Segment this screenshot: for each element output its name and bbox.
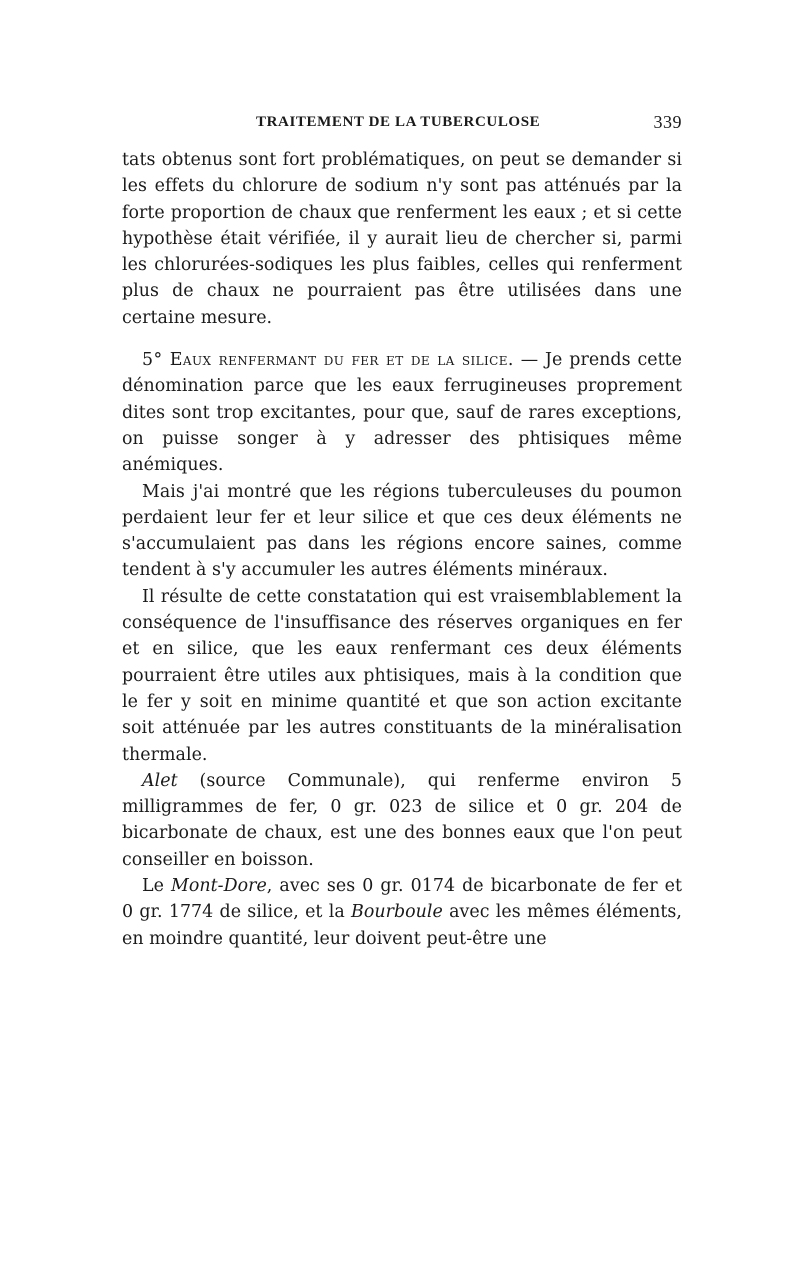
paragraph-continuation: tats obtenus sont fort problématiques, on peut se demander si les effets du chlorure de sodium n'y sont pas atténués par la forte proportion de chaux que renferment les eaux ; et si cette hypothèse était vérifiée, il y aurait lieu de chercher si, parmi les chlorurées-sodiques les plus faibles, celles qui renferment plus de chaux ne pourraient pas être utilisées dans une certaine mesure. (122, 150, 682, 328)
paragraph-silice-poumon: Mais j'ai montré que les régions tuberculeuses du poumon perdaient leur fer et leur silice et que ces deux éléments ne s'accumulaient pas dans les régions encore saines, comme tendent à s'y accumuler les autres éléments minéraux. (122, 481, 682, 581)
section-heading: 5° Eaux renfermant du fer et de la silice. (142, 350, 514, 371)
paragraph-mont-dore (122, 873, 682, 952)
paragraph-alet (122, 768, 682, 873)
mont-dore-text-c: avec les mêmes éléments, en moindre quantité, leur doivent peut-être une (122, 902, 682, 949)
alet-text: (source Communale), qui renferme environ 5 milligrammes de fer, 0 gr. 023 de silice et 0 gr. 204 de bicarbonate de chaux, est une des bonnes eaux que l'on peut conseiller en boisson. (122, 770, 682, 870)
page-number: 339 (653, 112, 682, 132)
place-name-mont-dore: Mont-Dore (170, 876, 267, 897)
place-name-bourboule: Bourboule (351, 902, 443, 923)
paragraph-section-5 (122, 347, 682, 478)
text-body (122, 147, 682, 952)
mont-dore-text-a: Le (142, 876, 171, 897)
running-title: TRAITEMENT DE LA TUBERCULOSE (256, 114, 541, 130)
place-name-alet: Alet (142, 770, 178, 791)
running-head (122, 114, 682, 138)
mont-dore-text-b: , avec ses 0 gr. 0174 de bicarbonate de fer et 0 gr. 1774 de silice, et la (122, 876, 682, 923)
section-text: — Je prends cette dénomination parce que les eaux ferrugineuses proprement dites sont trop excitantes, pour que, sauf de rares exceptions, on puisse songer à y adresser des phtisiques même anémiques. (122, 350, 682, 476)
paragraph-constatation: Il résulte de cette constatation qui est vraisemblablement la conséquence de l'insuffisance des réserves organiques en fer et en silice, que les eaux renfermant ces deux éléments pourraient être utiles aux phtisiques, mais à la condition que le fer y soit en minime quantité et que son action excitante soit atténuée par les autres constituants de la minéralisation thermale. (122, 586, 682, 765)
